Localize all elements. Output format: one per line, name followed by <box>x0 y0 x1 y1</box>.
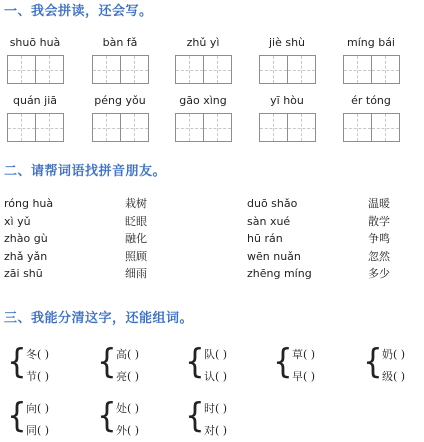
char-blank[interactable]: 奶( ) <box>382 348 406 361</box>
matching-pinyin-column-right <box>247 195 312 283</box>
matching-pinyin[interactable]: zhēng míng <box>247 267 312 280</box>
pinyin-word-item <box>85 36 155 84</box>
writing-grid <box>0 113 70 142</box>
writing-cell[interactable] <box>175 55 204 84</box>
pinyin-text: jiè shù <box>268 36 306 49</box>
brace-symbol: { <box>7 342 27 382</box>
pinyin-text: bàn fǎ <box>102 36 138 49</box>
pinyin-word-item <box>168 94 238 142</box>
pinyin-word-item <box>0 94 70 142</box>
pinyin-text: zhǔ yì <box>186 36 220 49</box>
matching-pinyin[interactable]: xì yǔ <box>4 214 31 228</box>
matching-pinyin[interactable]: duō shǎo <box>247 197 298 210</box>
writing-grid <box>0 55 70 84</box>
char-blank[interactable]: 节( ) <box>26 370 50 383</box>
matching-word[interactable]: 细雨 <box>125 267 147 280</box>
writing-cell[interactable] <box>203 113 232 142</box>
matching-word[interactable]: 融化 <box>125 232 147 245</box>
matching-pinyin[interactable]: zhǎ yǎn <box>4 249 48 263</box>
char-group <box>6 396 80 440</box>
writing-cell[interactable] <box>7 113 36 142</box>
char-blank[interactable]: 处( ) <box>116 402 140 415</box>
writing-cell[interactable] <box>287 113 316 142</box>
writing-cell[interactable] <box>92 113 121 142</box>
writing-cell[interactable] <box>203 55 232 84</box>
pinyin-word-item <box>85 94 155 142</box>
writing-cell[interactable] <box>371 55 400 84</box>
brace-symbol: { <box>273 342 293 382</box>
char-group <box>184 342 258 386</box>
writing-grid <box>252 55 322 84</box>
writing-grid <box>168 113 238 142</box>
writing-cell[interactable] <box>35 55 64 84</box>
brace-symbol: { <box>7 396 27 436</box>
writing-grid <box>168 55 238 84</box>
char-group <box>362 342 424 386</box>
matching-pinyin[interactable]: róng huà <box>4 197 54 210</box>
char-blank[interactable]: 认( ) <box>204 370 228 383</box>
writing-grid <box>85 113 155 142</box>
matching-word[interactable]: 眨眼 <box>125 214 147 228</box>
pinyin-word-item <box>252 36 322 84</box>
matching-word-column-right <box>368 195 390 283</box>
writing-grid <box>336 113 406 142</box>
section-3-title: 三、我能分清这字，还能组词。 <box>4 311 194 326</box>
pinyin-word-item <box>252 94 322 142</box>
pinyin-text: míng bái <box>346 36 395 49</box>
writing-grid <box>85 55 155 84</box>
writing-cell[interactable] <box>92 55 121 84</box>
matching-word-column-left <box>125 195 147 283</box>
matching-pinyin[interactable]: zhào gù <box>4 232 48 245</box>
char-group <box>96 396 170 440</box>
matching-word[interactable]: 多少 <box>368 267 390 280</box>
pinyin-word-item <box>336 94 406 142</box>
writing-cell[interactable] <box>7 55 36 84</box>
pinyin-word-item <box>336 36 406 84</box>
section-2-title: 二、请帮词语找拼音朋友。 <box>4 164 167 179</box>
char-blank[interactable]: 冬( ) <box>26 348 50 361</box>
matching-pinyin[interactable]: sàn xué <box>247 214 291 228</box>
pinyin-text: quán jiā <box>12 94 58 107</box>
char-blank[interactable]: 亮( ) <box>116 370 140 383</box>
matching-pinyin[interactable]: zāi shū <box>4 267 43 280</box>
matching-word[interactable]: 散学 <box>368 214 390 228</box>
matching-pinyin[interactable]: wēn nuǎn <box>247 249 301 263</box>
writing-cell[interactable] <box>371 113 400 142</box>
char-blank[interactable]: 时( ) <box>204 402 228 415</box>
brace-symbol: { <box>185 396 205 436</box>
pinyin-text: ér tóng <box>351 94 391 107</box>
char-blank[interactable]: 级( ) <box>382 370 406 383</box>
writing-cell[interactable] <box>343 113 372 142</box>
matching-word[interactable]: 忽然 <box>368 249 390 263</box>
pinyin-text: péng yǒu <box>94 94 146 107</box>
brace-symbol: { <box>363 342 383 382</box>
brace-symbol: { <box>185 342 205 382</box>
writing-cell[interactable] <box>259 113 288 142</box>
writing-cell[interactable] <box>120 55 149 84</box>
matching-word[interactable]: 温暖 <box>368 197 390 210</box>
matching-word[interactable]: 照顾 <box>125 249 147 263</box>
char-group <box>272 342 346 386</box>
writing-cell[interactable] <box>120 113 149 142</box>
brace-symbol: { <box>97 342 117 382</box>
writing-cell[interactable] <box>259 55 288 84</box>
pinyin-text: yī hòu <box>270 94 304 107</box>
matching-word[interactable]: 争鸣 <box>368 232 390 245</box>
writing-cell[interactable] <box>175 113 204 142</box>
brace-symbol: { <box>97 396 117 436</box>
char-blank[interactable]: 早( ) <box>292 370 316 383</box>
char-blank[interactable]: 同( ) <box>26 424 50 437</box>
writing-grid <box>252 113 322 142</box>
pinyin-text: gāo xìng <box>179 94 227 107</box>
matching-pinyin[interactable]: hū rán <box>247 232 283 245</box>
char-blank[interactable]: 外( ) <box>116 424 140 437</box>
pinyin-word-item <box>0 36 70 84</box>
char-blank[interactable]: 队( ) <box>204 348 228 361</box>
writing-grid <box>336 55 406 84</box>
char-blank[interactable]: 高( ) <box>116 348 140 361</box>
section-1-title: 一、我会拼读，还会写。 <box>4 4 153 19</box>
char-blank[interactable]: 草( ) <box>292 348 316 361</box>
matching-word[interactable]: 栽树 <box>125 197 147 210</box>
pinyin-text: shuō huà <box>9 36 61 49</box>
pinyin-word-item <box>168 36 238 84</box>
writing-cell[interactable] <box>35 113 64 142</box>
char-group <box>184 396 258 440</box>
char-group <box>6 342 80 386</box>
writing-cell[interactable] <box>287 55 316 84</box>
char-blank[interactable]: 对( ) <box>204 424 228 437</box>
writing-cell[interactable] <box>343 55 372 84</box>
matching-pinyin-column-left <box>4 195 53 283</box>
char-blank[interactable]: 向( ) <box>26 402 50 415</box>
char-group <box>96 342 170 386</box>
